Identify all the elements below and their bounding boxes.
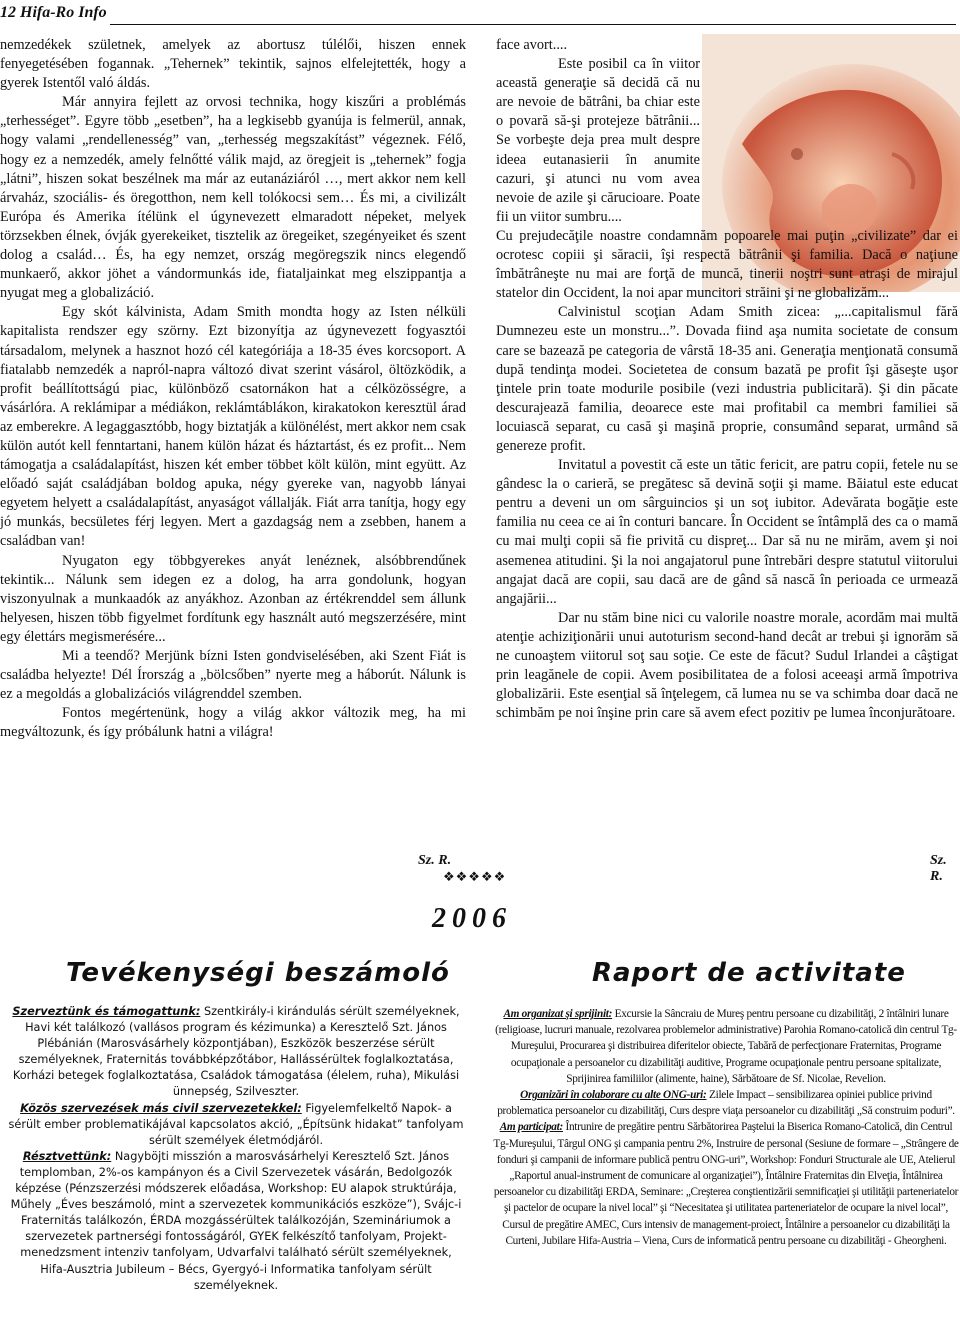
hungarian-article xyxy=(0,36,466,742)
ornament-divider: ❖❖❖❖❖ xyxy=(443,869,507,884)
ro-label-participated: Am participat: xyxy=(499,1121,563,1134)
hu-text-organized: Szentkirály-i kirándulás sérült személyeknek, Havi két találkozó (vallásos program és kézimunka) a Keresztelő Szt. János Plébánián (Marosvásárhely központjában), Eszközök beszerzése sérült személyeknek, Fraternitás továbbképzőtábor, Hallássérültek foglalkoztatása, Korházi betegek foglalkoztatása, Családok támogatása (élelem, ruha), Mikulási ünnepség, Szilveszter. xyxy=(12,1005,460,1099)
ro-label-organized: Am organizat şi sprijinit: xyxy=(503,1008,613,1020)
ro-report-participated xyxy=(492,1119,960,1249)
header-rule xyxy=(110,24,956,25)
page-number-and-title: 12 Hifa-Ro Info xyxy=(0,4,107,21)
hu-label-organized: Szerveztünk és támogattunk: xyxy=(12,1005,201,1018)
ro-report-organized xyxy=(492,1006,960,1087)
hu-signature: Sz. R. xyxy=(418,853,452,868)
hu-report-organized xyxy=(6,1004,466,1101)
ro-signature: Sz. R. xyxy=(930,853,947,884)
hu-paragraph-4: Nyugaton egy többgyerekes anyát lenéznek, alsóbbrendűnek tekintik... Nálunk sem idegen ez a dolog, ha arra gondolunk, hogyan viszonyulnak a munkaadók az anyákhoz. Azonban az értékrenddel sem állunk helyesen, hiszen több figyelmet fordítunk egy használt autó megszerzésére, mint egy élettárs megismerésére... xyxy=(0,552,466,645)
ro-paragraph-3: Invitatul a povestit că este un tătic fericit, are patru copii, fetele nu se gândesc la o carieră, se pregătesc să devină soţii şi mame. Băiatul este educat pentru a deveni un om sârguincios şi un soţ iubitor. Adevărata bogăţie este familia nu ceea ce ai în conturi bancare. În Occident se întâmplă des ca o mamă cu mai mulţi copii să fie privită cu dispreţ... Dar să nu ne mirăm, avem şi noi asemenea atitudini. Şi la noi angajatorul pune întrebări despre statutul viitorului angajat dacă are copii, sau dacă are de gând să nască în perioada ce urmează angajării... xyxy=(496,457,958,607)
hu-text-participated: Nagyböjti misszión a marosvásárhelyi Keresztelő Szt. János templomban, 2%-os kampányon és a Civil Szervezetek vásárán, Bedolgozók képzése (Pénzszerzési módszerek előadása, Workshop: EU alapok struktúrája, Műhely „Éves beszámoló, mint a szervezetek kommunikációs eszköze”), Svájc-i Fraternitás találkozón, ÉRDA mozgássérültek találkozóján, Szemináriumok a szervezetek partnerségi fontosságáról, GYEK felkészítő tanfolyam, Projekt-menedzsment intenziv tanfolyam, Udvarfalvi található sérült személyeknek, Hifa-Ausztria Jubileum – Bécs, Gyergyó-i Informatika tanfolyam sérült személyeknek. xyxy=(10,1149,462,1292)
hu-report-title: Tevékenységi beszámoló xyxy=(66,958,450,988)
hu-report-joint xyxy=(6,1101,466,1149)
ro-paragraph-4: Dar nu stăm bine nici cu valorile noastre morale, acordăm mai multă atenţie achiziţionării unui autoturism second-hand decât ar trebui şi ignorăm să ne cunoaştem viitorul soţ sau soţie. Ce este de făcut? Sudul Irlandei a câştigat prin leagănele de copii. Avem posibilitatea de a folosi aceeaşi armă împotriva globalizării. Este esenţial să înţelegem, că lumea nu se va schimba doar dacă ne schimbăm pe noi înşine prin care să avem efect pozitiv pe lumea înconjurătoare. xyxy=(496,609,958,722)
ro-text-organized: Excursie la Sâncraiu de Mureş pentru persoane cu dizabilităţi, 2 întâlniri lunare (religioase, lucruri manuale, rezolvarea problemelor administrative) Parohia Romano-catolică din centrul Tg-Mureşului, Procurarea şi distribuirea diferitelor obiecte, Tabără de perfecţionare Fraternitas, Programe ocupaţionale a persoanelor cu dizabilităţi auditive, Programe ocupaţionale pentru persoane spitalizate, Sprijinirea familiilor (alimente, haine), Sărbătoare de Sf. Nicolae, Revelion. xyxy=(495,1008,957,1085)
ro-paragraph-1: Este posibil ca în viitor această generaţie să decidă că nu are nevoie de bătrâni, ba chiar este o povară să-şi protejeze bătrânii... Se vorbeşte deja prea mult despre ideea eutanasierii în anumite cazuri, şi atunci nu vom avea nevoie de azile şi cărucioare. Poate fii un viitor sumbru.... xyxy=(496,56,700,225)
hu-paragraph-6: Fontos megértenünk, hogy a világ akkor változik meg, ha mi megváltozunk, és így próbálunk hatni a világra! xyxy=(0,705,466,741)
hu-paragraph-3: Egy skót kálvinista, Adam Smith mondta hogy az Isten nélküli kapitalista rendszer egy szörny. Ezt bizonyítja az úgynevezett fogyasztói társadalom, melynek a hasznot hozó cél kategóriája a 18-35 éves korcsoport. A fiatalabb nemzedék a napról-napra változó divat szerint vásárol, öltözködik, a profit beállítottságú piac, különböző csatornákon hat a célközösségre, a vásárlóra. A reklámipar a médiákon, reklámtáblákon, kirakatokon keresztül árad az emberekre. A legaggasztóbb, hogy biztatják a különélést, mert akkor nem csak külön autót kell fenntartani, hanem külön házat és háztartást, és ez profit... Nem támogatja a családalapítást, hiszen két ember többet költ külön, mint együtt. Az előadó saját családjában boldog apuka, négy gyereke van, nagyobb lányai egyetem helyett a családalapítást, anyaságot vállalják. Fiát arra tanítja, hogy egy jó munkás, becsületes férj legyen. Mert a gazdagság nem a zsebben, hanem a családban van! xyxy=(0,304,466,550)
hu-label-participated: Résztvettünk: xyxy=(22,1149,112,1163)
year-heading: 2006 xyxy=(432,903,512,934)
page-header xyxy=(0,4,960,28)
hu-text-joint: Figyelemfelkeltő Napok- a sérült ember problematikájával kapcsolatos akció, „Építsünk hidakat” tanfolyam sérült személyek életmódjáról. xyxy=(8,1101,464,1147)
ro-paragraph-2: Calvinistul scoţian Adam Smith zicea: „...capitalismul fără Dumnezeu este un monstru...”. Dovada fiind aşa numita societate de consum care se bazează pe categoria de vârstă 18-35 ani. Generaţia menţionată consumă după tendinţa modei. Societetea de consum bazată pe profit îşi găseşte uşor ţintele prin toate modurile posibile (vezi industria publicitară). Şi din păcate descurajează familia, deoarece este mai profitabil ca membri familiei să locuiască separat, cu casă şi maşină proprie, consumând separat, urmând să genereze profit. xyxy=(496,304,958,454)
hu-report-participated xyxy=(6,1149,466,1294)
hu-paragraph-5: Mi a teendő? Merjünk bízni Isten gondviselésében, aki Szent Fiát is családba helyezte! Dél Írország a „bölcsőben” nyerte meg a háborút. Nálunk is ez a megoldás a globalizációs világrenddel szemben. xyxy=(0,648,466,703)
ro-label-joint: Organizări în colaborare cu alte ONG-uri: xyxy=(520,1089,707,1102)
hu-activity-report xyxy=(6,1004,466,1294)
ro-line-1: face avort.... xyxy=(496,37,568,53)
ro-report-title: Raport de activitate xyxy=(592,958,906,988)
ro-activity-report xyxy=(492,1006,960,1249)
hu-label-joint: Közös szervezések más civil szervezetekkel: xyxy=(20,1101,302,1115)
hu-paragraph-2: Már annyira fejlett az orvosi technika, hogy kiszűri a problémás „terhességet”. Egyre több „esetben”, ha a legkisebb gyanúja is felmerül, annak, hogy valami „rendellenesség” van, „terhesség megszakítást” végeznek. Félő, hogy ez a nemzedék, amely felnőtté válik majd, az öregjeit is „tehernek” fogja „látni”, hiszen sokat beszélnek ma már az eutanáziáról …, mert akkor nem kell árvaház, szociális- és öregotthon, nem kell tolókocsi sem… És mi, a civilizált Európa és Amerika ítélünk el úgynevezett elmaradott népeket, melyek törzsekben élnek, óvják gyerekeiket, tisztelik az öregeiket, szegényeiket és szent dolog a család… És, ha egy nemzet, ország megöregszik nincs elegendő munkaerő, akkor jöhet a vándormunkás ide, fiataljainkat meg elszippantja a nyugat meg a globalizáció. xyxy=(0,94,466,302)
ro-paragraph-1-continued: Cu prejudecăţile noastre condamnăm popoarele mai puţin „civilizate” dar ei ocrotesc copiii şi săracii, îşi respectă bătrânii şi familia. Dacă o naţiune îmbătrâneşte nu mai are forţă de muncă, tinerii noştri sunt atraşi de mirajul statelor din Occident, la noi apar muncitori străini şi ne globalizăm... xyxy=(496,227,958,302)
ro-text-participated: Întrunire de pregătire pentru Sărbătorirea Paştelui la Biserica Romano-Catolică, din Centrul Tg-Mureşului, Târgul ONG şi campania pentru 2%, Instruire de personal (Sesiune de formare – „Strângere de fonduri şi campanii de informare publică pentru ONG-uri”, Workshop: Fonduri Structurale ale UE, Atelierul „Raportul anual-instrument de comunicare al organizaţiei”), Întâlnire Fraternitas din Elveţia, Întâlnirea persoanelor cu dizabilităţi ERDA, Seminare: „Creşterea conştientizării semnificaţiei şi utilităţii parteneriatelor şi pactelor de ocupare la nivel local” şi “Necesitatea şi utilitatea parteneriatelor de ocupare la nivel local”, Cursul de pregătire AMEC, Curs intensiv de management-proiect, Întâlnire a persoanelor cu dizabilităţi la Curteni, Jubilare Hifa-Austria – Viena, Curs de informatică pentru persoane cu dizabilităţi - Gheorgheni. xyxy=(493,1121,959,1247)
hu-paragraph-1: nemzedékek születnek, amelyek az abortusz túlélői, hiszen ennek fenyegetésében fogannak. „Tehernek” tekintik, sajnos elfelejtették, hogy a gyerek Istentől való áldás. xyxy=(0,37,466,92)
romanian-article xyxy=(496,36,958,723)
ro-text-joint: Zilele Impact – sensibilizarea opiniei publice privind problematica persoanelor cu dizabilităţi, Curs despre viaţa persoanelor cu dizabilităţi „Să construim poduri”. xyxy=(497,1089,955,1118)
ro-report-joint xyxy=(492,1087,960,1119)
